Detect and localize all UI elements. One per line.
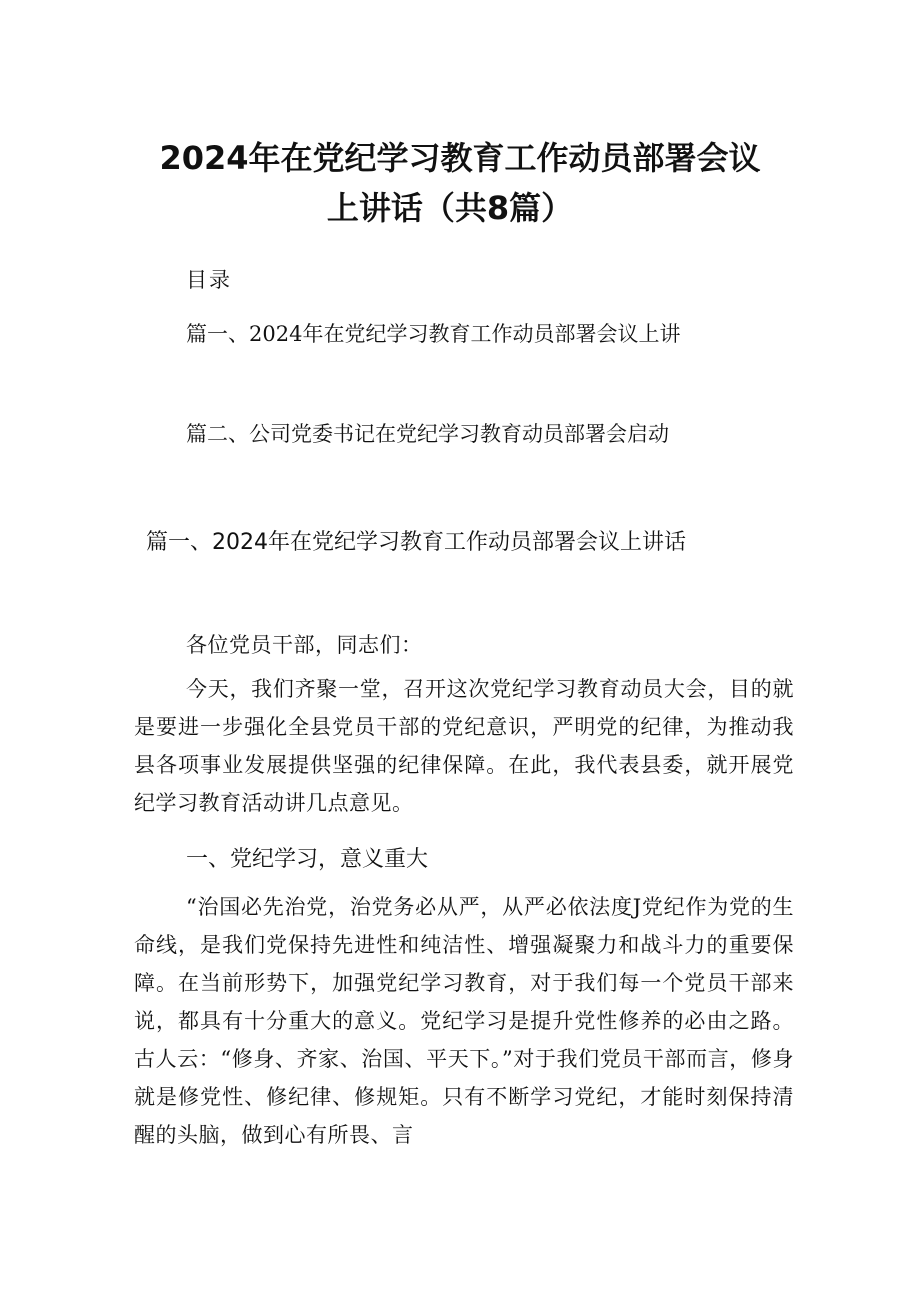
toc-heading: 目录 [186,268,232,292]
toc-item-1[interactable]: 篇一、2024年在党纪学习教育工作动员部署会议上讲 [186,322,681,346]
body-paragraph-1: 今天，我们齐聚一堂，召开这次党纪学习教育动员大会，目的就是要进一步强化全县党员干部的党纪意识，严明党的纪律，为推动我县各项事业发展提供坚强的纪律保障。在此，我代表县委，就开展党纪学习教育活动讲几点意见。 [134,677,794,815]
document-title-line-1: 2024年在党纪学习教育工作动员部署会议 [159,139,761,177]
greeting-line: 各位党员干部，同志们： [186,633,423,657]
body-paragraph-2: “治国必先治党，治党务必从严，从严必依法度J党纪作为党的生命线，是我们党保持先进性和纯洁性、增强凝聚力和战斗力的重要保障。在当前形势下，加强党纪学习教育，对于我们每一个党员干部来说，都具有十分重大的意义。党纪学习是提升党性修养的必由之路。古人云：“修身、齐家、治国、平天下。”对于我们党员干部而言，修身就是修党性、修纪律、修规矩。只有不断学习党纪，才能时刻保持清醒的头脑，做到心有所畏、言 [134,895,794,1147]
section-heading: 篇一、2024年在党纪学习教育工作动员部署会议上讲话 [146,530,686,555]
subheading-1: 一、党纪学习，意义重大 [186,847,429,872]
document-title-line-2: 上讲话（共8篇） [326,189,574,227]
toc-item-2[interactable]: 篇二、公司党委书记在党纪学习教育动员部署会启动 [186,422,669,446]
